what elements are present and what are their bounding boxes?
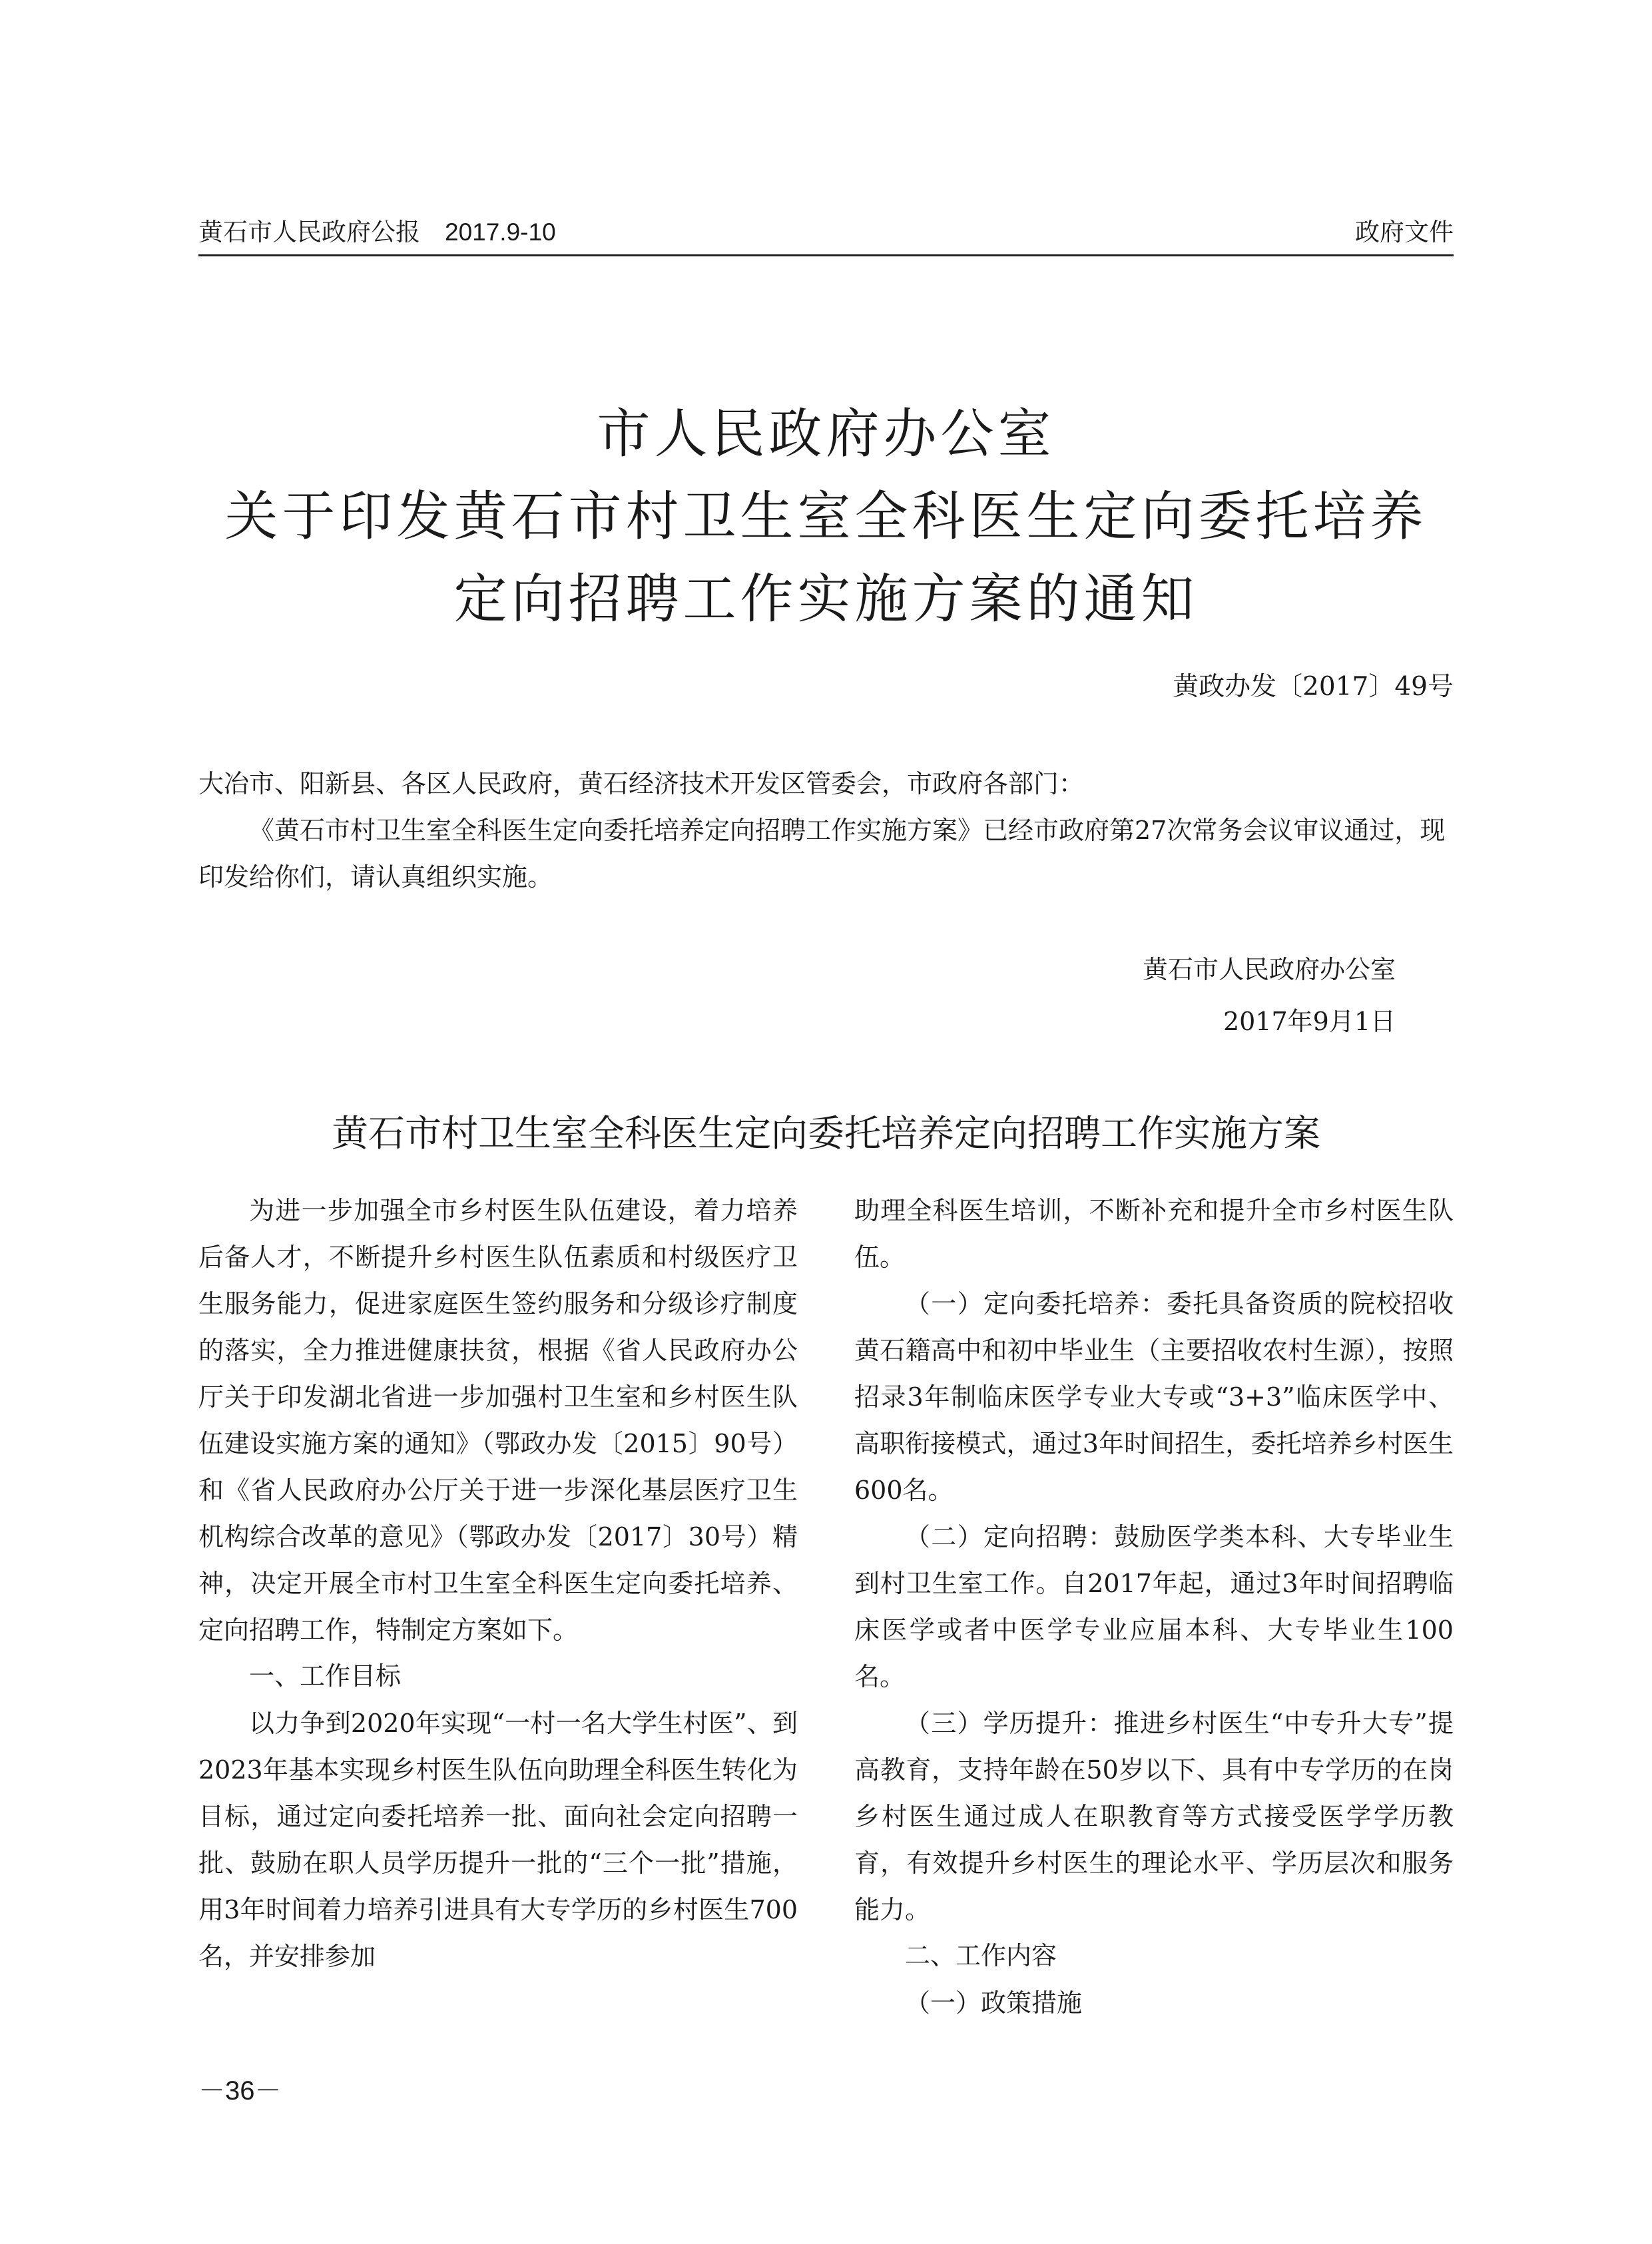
left-paragraph-2: 以力争到2020年实现“一村一名大学生村医”、到2023年基本实现乡村医生队伍向助理全科医生转化为目标，通过定向委托培养一批、面向社会定向招聘一批、鼓励在职人员学历提升一批的“三个一批”措施，用3年时间着力培养引进具有大专学历的乡村医生700名，并安排参加 [198, 1709, 798, 1971]
header-section: 政府文件 [1355, 218, 1454, 246]
page-number: －36－ [198, 2076, 282, 2105]
left-paragraph-1: 为进一步加强全市乡村医生队伍建设，着力培养后备人才，不断提升乡村医生队伍素质和村级医疗卫生服务能力，促进家庭医生签约服务和分级诊疗制度的落实，全力推进健康扶贫，根据《省人民政府办公厅关于印发湖北省进一步加强村卫生室和乡村医生队伍建设实施方案的通知》（鄂政办发〔2015〕90号）和《省人民政府办公厅关于进一步深化基层医疗卫生机构综合改革的意见》（鄂政办发〔2017〕30号）精神，决定开展全市村卫生室全科医生定向委托培养、定向招聘工作，特制定方案如下。 [198, 1196, 798, 1645]
right-paragraph-2: （二）定向招聘：鼓励医学类本科、大专毕业生到村卫生室工作。自2017年起，通过3年时间招聘临床医学或者中医学专业应届本科、大专毕业生100名。 [854, 1522, 1454, 1691]
addressee: 大冶市、阳新县、各区人民政府，黄石经济技术开发区管委会，市政府各部门： [198, 769, 1085, 798]
running-header [198, 212, 1454, 256]
signature-date: 2017年9月1日 [1223, 1007, 1396, 1036]
section-heading-2: 二、工作内容 [905, 1942, 1057, 1970]
plan-title: 黄石市村卫生室全科医生定向委托培养定向招聘工作实施方案 [331, 1113, 1320, 1154]
right-paragraph-1: （一）定向委托培养：委托具备资质的院校招收黄石籍高中和初中毕业生（主要招收农村生源），按照招录3年制临床医学专业大专或“3+3”临床医学中、高职衔接模式，通过3年时间招生，委托培养乡村医生600名。 [854, 1289, 1454, 1505]
left-column [198, 1187, 798, 2026]
right-column [854, 1187, 1454, 2026]
right-paragraph-3: （三）学历提升：推进乡村医生“中专升大专”提高教育，支持年龄在50岁以下、具有中专学历的在岗乡村医生通过成人在职教育等方式接受医学学历教育，有效提升乡村医生的理论水平、学历层次和服务能力。 [854, 1709, 1454, 1924]
notice-title [133, 393, 1519, 641]
signature-organization: 黄石市人民政府办公室 [1142, 955, 1396, 984]
notice-title-line-1: 市人民政府办公室 [597, 403, 1055, 465]
document-number: 黄政办发〔2017〕49号 [1173, 672, 1454, 702]
header-publication: 黄石市人民政府公报 2017.9-10 [198, 218, 556, 246]
notice-title-line-2: 关于印发黄石市村卫生室全科医生定向委托培养 [224, 485, 1428, 547]
right-paragraph-0: 助理全科医生培训，不断补充和提升全市乡村医生队伍。 [854, 1196, 1454, 1272]
right-paragraph-4: （一）政策措施 [905, 1988, 1083, 2018]
intro-paragraph: 《黄石市村卫生室全科医生定向委托培养定向招聘工作实施方案》已经市政府第27次常务会议审议通过，现印发给你们，请认真组织实施。 [198, 816, 1446, 892]
notice-title-line-3: 定向招聘工作实施方案的通知 [453, 568, 1199, 630]
section-heading-1: 一、工作目标 [249, 1663, 402, 1691]
